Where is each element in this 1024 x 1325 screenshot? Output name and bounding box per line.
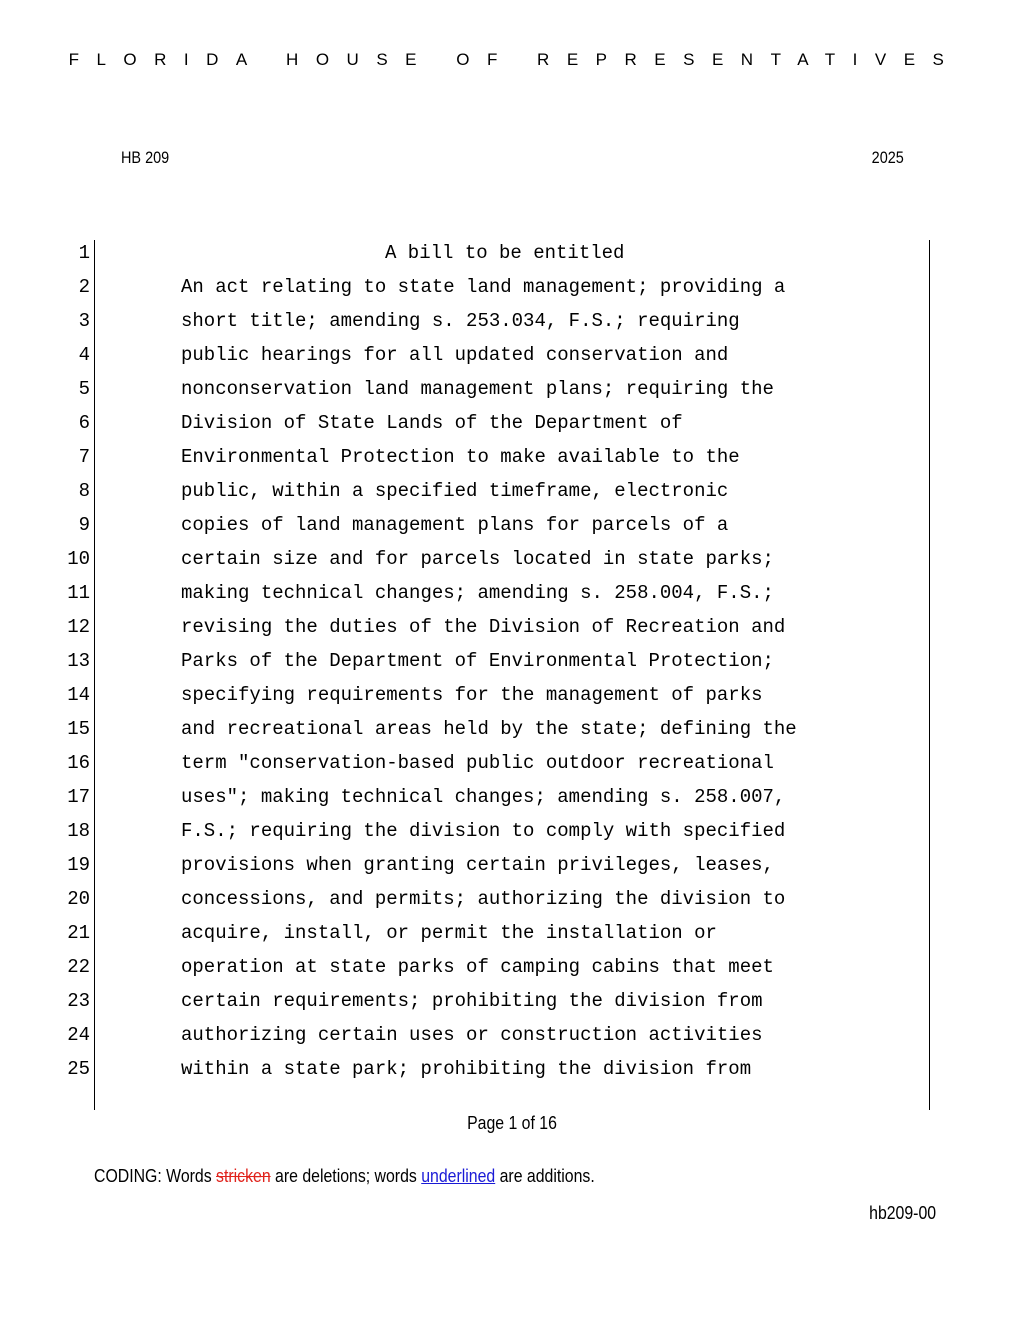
- line-number: 6: [78, 412, 90, 434]
- bill-line: [0, 819, 1024, 853]
- bill-line: [0, 445, 1024, 479]
- line-number: 7: [78, 446, 90, 468]
- coding-legend: [94, 1166, 595, 1187]
- line-text: copies of land management plans for parcels of a: [181, 514, 729, 536]
- line-text: Parks of the Department of Environmental Protection;: [181, 650, 774, 672]
- line-text: operation at state parks of camping cabins that meet: [181, 956, 774, 978]
- bill-line: [0, 1023, 1024, 1057]
- bill-line: [0, 751, 1024, 785]
- line-text: A bill to be entitled: [385, 242, 625, 264]
- line-number: 24: [67, 1024, 90, 1046]
- line-number: 14: [67, 684, 90, 706]
- line-text: Division of State Lands of the Department of: [181, 412, 683, 434]
- line-number: 1: [78, 242, 90, 264]
- line-number: 9: [78, 514, 90, 536]
- bill-line: [0, 1057, 1024, 1091]
- bill-line: [0, 785, 1024, 819]
- coding-suffix: are additions.: [499, 1166, 595, 1186]
- line-text: within a state park; prohibiting the division from: [181, 1058, 752, 1080]
- line-text: nonconservation land management plans; requiring the: [181, 378, 774, 400]
- bill-year: 2025: [871, 148, 904, 167]
- line-text: F.S.; requiring the division to comply with specified: [181, 820, 786, 842]
- bill-line: [0, 853, 1024, 887]
- bill-line: [0, 547, 1024, 581]
- line-text: An act relating to state land management; providing a: [181, 276, 786, 298]
- bill-line: [0, 649, 1024, 683]
- line-text: short title; amending s. 253.034, F.S.; requiring: [181, 310, 740, 332]
- line-number: 15: [67, 718, 90, 740]
- bill-line: [0, 479, 1024, 513]
- line-text: certain requirements; prohibiting the division from: [181, 990, 763, 1012]
- line-text: acquire, install, or permit the installation or: [181, 922, 717, 944]
- line-text: term "conservation-based public outdoor recreational: [181, 752, 774, 774]
- line-number: 20: [67, 888, 90, 910]
- bill-line: [0, 887, 1024, 921]
- line-text: revising the duties of the Division of Recreation and: [181, 616, 786, 638]
- line-text: public, within a specified timeframe, electronic: [181, 480, 729, 502]
- line-text: Environmental Protection to make available to the: [181, 446, 740, 468]
- bill-line: [0, 343, 1024, 377]
- bill-line: [0, 955, 1024, 989]
- line-number: 4: [78, 344, 90, 366]
- line-number: 19: [67, 854, 90, 876]
- bill-line: [0, 615, 1024, 649]
- line-number: 22: [67, 956, 90, 978]
- line-text: uses"; making technical changes; amending s. 258.007,: [181, 786, 786, 808]
- document-id: hb209-00: [869, 1203, 936, 1223]
- bill-number: HB 209: [121, 148, 170, 167]
- stricken-example: stricken: [216, 1166, 271, 1186]
- line-number: 8: [78, 480, 90, 502]
- bill-line: [0, 275, 1024, 309]
- line-text: and recreational areas held by the state; defining the: [181, 718, 797, 740]
- line-number: 18: [67, 820, 90, 842]
- line-text: concessions, and permits; authorizing the division to: [181, 888, 786, 910]
- coding-prefix: CODING: Words: [94, 1166, 212, 1186]
- line-text: provisions when granting certain privileges, leases,: [181, 854, 774, 876]
- page-indicator: Page 1 of 16: [467, 1113, 557, 1133]
- line-number: 16: [67, 752, 90, 774]
- line-number: 21: [67, 922, 90, 944]
- line-number: 13: [67, 650, 90, 672]
- underlined-example: underlined: [421, 1166, 496, 1186]
- line-number: 12: [67, 616, 90, 638]
- chamber-title: FLORIDA HOUSE OF REPRESENTATIVES: [68, 50, 962, 69]
- bill-line: [0, 921, 1024, 955]
- line-number: 2: [78, 276, 90, 298]
- bill-line: [0, 989, 1024, 1023]
- bill-line: [0, 683, 1024, 717]
- bill-line: [0, 581, 1024, 615]
- line-text: authorizing certain uses or construction activities: [181, 1024, 763, 1046]
- bill-line: [0, 411, 1024, 445]
- bill-line: [0, 241, 1024, 275]
- line-number: 10: [67, 548, 90, 570]
- bill-line: [0, 717, 1024, 751]
- line-text: specifying requirements for the management of parks: [181, 684, 763, 706]
- line-number: 3: [78, 310, 90, 332]
- line-number: 17: [67, 786, 90, 808]
- line-text: certain size and for parcels located in state parks;: [181, 548, 774, 570]
- line-number: 25: [67, 1058, 90, 1080]
- line-number: 11: [67, 582, 90, 604]
- bill-line: [0, 513, 1024, 547]
- bill-line: [0, 309, 1024, 343]
- line-text: making technical changes; amending s. 258.004, F.S.;: [181, 582, 774, 604]
- line-number: 23: [67, 990, 90, 1012]
- bill-line: [0, 377, 1024, 411]
- coding-middle: are deletions; words: [275, 1166, 417, 1186]
- line-text: public hearings for all updated conservation and: [181, 344, 729, 366]
- line-number: 5: [78, 378, 90, 400]
